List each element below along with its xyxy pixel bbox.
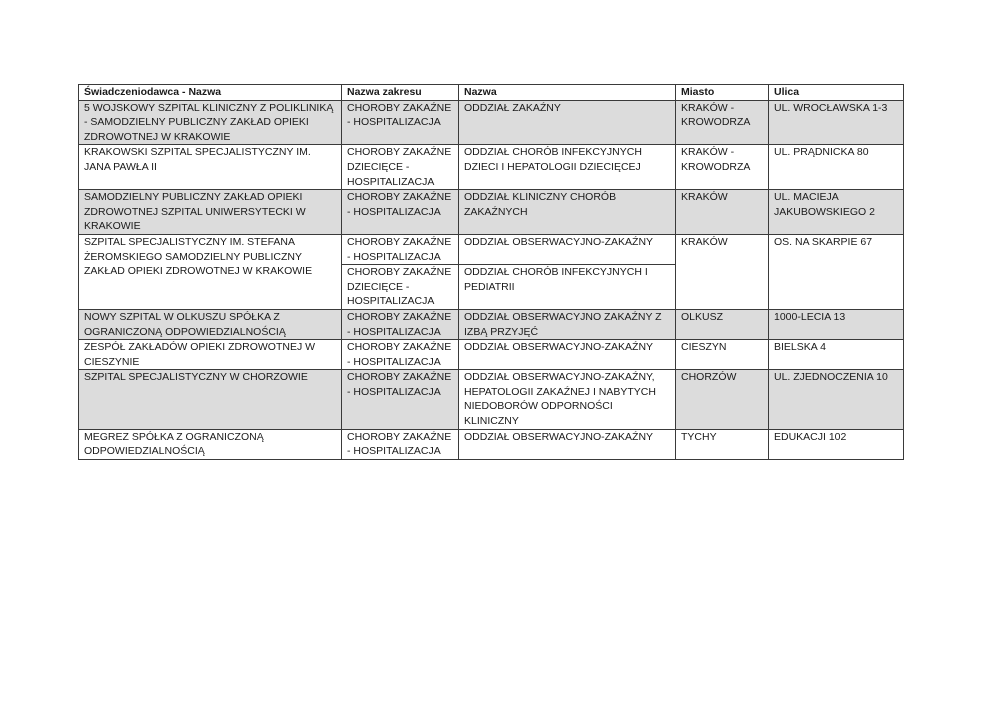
city-cell: TYCHY: [676, 429, 769, 459]
provider-cell: SAMODZIELNY PUBLICZNY ZAKŁAD OPIEKI ZDROWOTNEJ SZPITAL UNIWERSYTECKI W KRAKOWIE: [79, 190, 342, 235]
provider-cell: KRAKOWSKI SZPITAL SPECJALISTYCZNY IM. JANA PAWŁA II: [79, 145, 342, 190]
table-row: [79, 100, 904, 145]
street-cell: OS. NA SKARPIE 67: [769, 234, 904, 309]
provider-cell: SZPITAL SPECJALISTYCZNY IM. STEFANA ŻEROMSKIEGO SAMODZIELNY PUBLICZNY ZAKŁAD OPIEKI ZDROWOTNEJ W KRAKOWIE: [79, 234, 342, 309]
table-row: [79, 309, 904, 339]
city-cell: KRAKÓW - KROWODRZA: [676, 145, 769, 190]
provider-cell: MEGREZ SPÓŁKA Z OGRANICZONĄ ODPOWIEDZIALNOŚCIĄ: [79, 429, 342, 459]
provider-cell: NOWY SZPITAL W OLKUSZU SPÓŁKA Z OGRANICZONĄ ODPOWIEDZIALNOŚCIĄ: [79, 309, 342, 339]
scope-cell: CHOROBY ZAKAŹNE DZIECIĘCE - HOSPITALIZACJA: [342, 145, 459, 190]
provider-cell: 5 WOJSKOWY SZPITAL KLINICZNY Z POLIKLINIKĄ - SAMODZIELNY PUBLICZNY ZAKŁAD OPIEKI ZDROWOTNEJ W KRAKOWIE: [79, 100, 342, 145]
table-header-row: [79, 85, 904, 101]
table-row: [79, 429, 904, 459]
scope-cell: CHOROBY ZAKAŹNE - HOSPITALIZACJA: [342, 234, 459, 264]
unit-cell: ODDZIAŁ CHORÓB INFEKCYJNYCH I PEDIATRII: [459, 265, 676, 310]
street-cell: 1000-LECIA 13: [769, 309, 904, 339]
header-street: Ulica: [769, 85, 904, 101]
street-cell: UL. MACIEJA JAKUBOWSKIEGO 2: [769, 190, 904, 235]
header-scope: Nazwa zakresu: [342, 85, 459, 101]
scope-cell: CHOROBY ZAKAŹNE - HOSPITALIZACJA: [342, 370, 459, 429]
street-cell: UL. WROCŁAWSKA 1-3: [769, 100, 904, 145]
city-cell: OLKUSZ: [676, 309, 769, 339]
header-city: Miasto: [676, 85, 769, 101]
table-row: [79, 234, 904, 264]
city-cell: KRAKÓW: [676, 234, 769, 309]
street-cell: UL. ZJEDNOCZENIA 10: [769, 370, 904, 429]
street-cell: UL. PRĄDNICKA 80: [769, 145, 904, 190]
table-row: [79, 370, 904, 429]
city-cell: CIESZYN: [676, 340, 769, 370]
provider-cell: ZESPÓŁ ZAKŁADÓW OPIEKI ZDROWOTNEJ W CIESZYNIE: [79, 340, 342, 370]
table-row: [79, 340, 904, 370]
scope-cell: CHOROBY ZAKAŹNE - HOSPITALIZACJA: [342, 190, 459, 235]
scope-cell: CHOROBY ZAKAŹNE - HOSPITALIZACJA: [342, 340, 459, 370]
scope-cell: CHOROBY ZAKAŹNE - HOSPITALIZACJA: [342, 100, 459, 145]
unit-cell: ODDZIAŁ ZAKAŹNY: [459, 100, 676, 145]
header-unit: Nazwa: [459, 85, 676, 101]
provider-cell: SZPITAL SPECJALISTYCZNY W CHORZOWIE: [79, 370, 342, 429]
scope-cell: CHOROBY ZAKAŹNE - HOSPITALIZACJA: [342, 309, 459, 339]
city-cell: KRAKÓW: [676, 190, 769, 235]
scope-cell: CHOROBY ZAKAŹNE - HOSPITALIZACJA: [342, 429, 459, 459]
unit-cell: ODDZIAŁ OBSERWACYJNO ZAKAŹNY Z IZBĄ PRZYJĘĆ: [459, 309, 676, 339]
header-provider: Świadczeniodawca - Nazwa: [79, 85, 342, 101]
unit-cell: ODDZIAŁ KLINICZNY CHORÓB ZAKAŹNYCH: [459, 190, 676, 235]
unit-cell: ODDZIAŁ OBSERWACYJNO-ZAKAŹNY: [459, 234, 676, 264]
unit-cell: ODDZIAŁ CHORÓB INFEKCYJNYCH DZIECI I HEPATOLOGII DZIECIĘCEJ: [459, 145, 676, 190]
unit-cell: ODDZIAŁ OBSERWACYJNO-ZAKAŹNY: [459, 340, 676, 370]
table-row: [79, 190, 904, 235]
table-row: [79, 145, 904, 190]
city-cell: KRAKÓW - KROWODRZA: [676, 100, 769, 145]
street-cell: BIELSKA 4: [769, 340, 904, 370]
hospital-table: [78, 84, 904, 460]
street-cell: EDUKACJI 102: [769, 429, 904, 459]
unit-cell: ODDZIAŁ OBSERWACYJNO-ZAKAŹNY, HEPATOLOGII ZAKAŹNEJ I NABYTYCH NIEDOBORÓW ODPORNOŚCI KLINICZNY: [459, 370, 676, 429]
unit-cell: ODDZIAŁ OBSERWACYJNO-ZAKAŹNY: [459, 429, 676, 459]
scope-cell: CHOROBY ZAKAŹNE DZIECIĘCE - HOSPITALIZACJA: [342, 265, 459, 310]
city-cell: CHORZÓW: [676, 370, 769, 429]
